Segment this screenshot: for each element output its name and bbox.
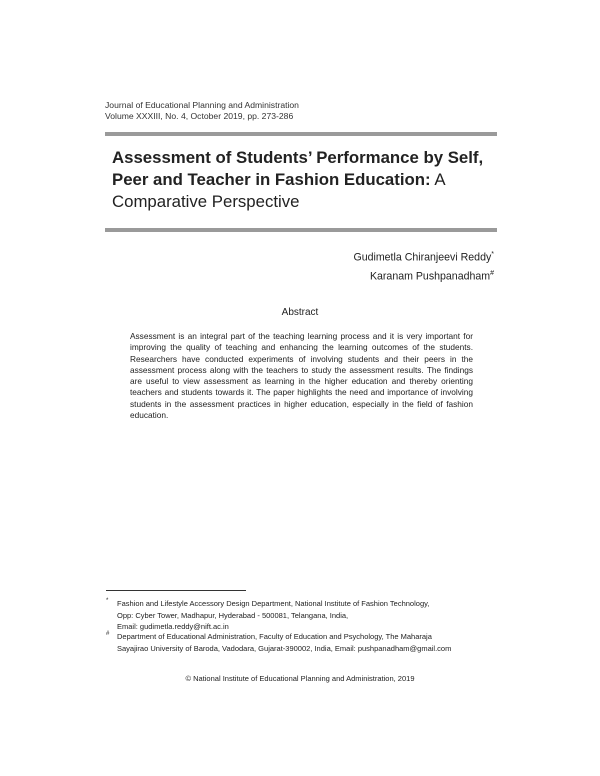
author-1-mark: * (491, 251, 494, 258)
footnote-1-line-2: Opp: Cyber Tower, Madhapur, Hyderabad - 500081, Telangana, India, (117, 610, 349, 620)
title-bottom-rule (105, 228, 497, 232)
abstract-heading: Abstract (281, 307, 319, 318)
journal-name: Journal of Educational Planning and Administration (105, 100, 299, 110)
paper-title (112, 147, 502, 213)
footnote-1-mark: * (106, 598, 109, 604)
journal-volume: Volume XXXIII, No. 4, October 2019, pp. 273-286 (105, 111, 294, 121)
author-2-mark: # (490, 269, 494, 277)
footnote-1 (106, 598, 506, 633)
journal-header (105, 100, 299, 122)
copyright-notice: © National Institute of Educational Planning and Administration, 2019 (185, 674, 415, 683)
title-subtitle: A Comparative Perspective (112, 170, 445, 211)
abstract-body: Assessment is an integral part of the teaching learning process and it is very important for improving the quality of teaching and enhancing the learning outcomes of the students. Researchers have conducted experiments of involving students and their peers in the assessment process along with the teachers to study the assessment results. The findings are useful to view assessment as learning in the higher education and thereby orienting teachers and students towards it. The paper highlights the need and importance of involving students in the assessment practices in higher education, especially in the field of fashion education. (130, 331, 473, 421)
footnote-1-line-3: Email: gudimetla.reddy@nift.ac.in (117, 622, 229, 631)
footnote-separator (106, 590, 246, 591)
footnote-2-line-1: Department of Educational Administration, Faculty of Education and Psychology, The Maharaja (117, 632, 432, 641)
author-2 (353, 266, 494, 285)
author-1-name: Gudimetla Chiranjeevi Reddy (353, 251, 492, 264)
footnote-1-line-1: Fashion and Lifestyle Accessory Design Department, National Institute of Fashion Technology, (117, 599, 430, 608)
author-block (353, 247, 494, 284)
title-top-rule (105, 132, 497, 136)
title-main: Assessment of Students’ Performance by Self, Peer and Teacher in Fashion Education: (112, 148, 484, 189)
author-1 (353, 247, 494, 266)
footnote-2-line-2: Sayajirao University of Baroda, Vadodara, Gujarat-390002, India, Email: pushpanadham@gmail.com (117, 643, 452, 653)
footnote-2 (106, 631, 506, 654)
author-2-name: Karanam Pushpanadham (369, 270, 491, 283)
footnote-2-mark: # (106, 631, 110, 637)
